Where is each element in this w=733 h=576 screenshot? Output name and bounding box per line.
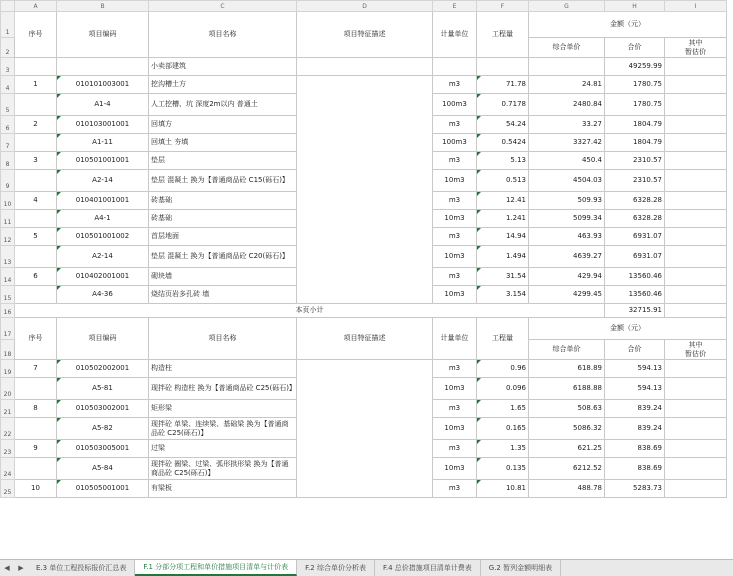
cell-unit-price[interactable]: 4299.45 [529,286,605,304]
cell-seq[interactable]: 3 [15,152,57,170]
header-code[interactable]: 项目编码 [57,318,149,360]
cell-total[interactable]: 13560.46 [605,286,665,304]
cell-unit[interactable]: 10m3 [433,418,477,440]
cell-name[interactable]: 回填土 夯填 [149,134,297,152]
cell-seq[interactable]: 7 [15,360,57,378]
cell-feature[interactable] [297,58,433,76]
cell-qty[interactable]: 12.41 [477,192,529,210]
cell-code[interactable]: A2-14 [57,246,149,268]
cell-name[interactable]: 人工挖槽、坑 深度2m以内 普通土 [149,94,297,116]
cell-unit[interactable]: 10m3 [433,458,477,480]
cell-unit[interactable]: m3 [433,360,477,378]
row-number[interactable]: 17 [1,318,15,340]
cell-unit[interactable]: 10m3 [433,210,477,228]
section-total[interactable]: 49259.99 [605,58,665,76]
tab-scroll-right-icon[interactable]: ▶ [18,564,24,572]
cell-unit[interactable] [433,58,477,76]
cell-unit-price[interactable]: 33.27 [529,116,605,134]
cell-name[interactable]: 垫层 [149,152,297,170]
cell-estimate[interactable] [665,76,727,94]
table-row [1,76,727,94]
row-number[interactable]: 6 [1,116,15,134]
cell-total[interactable]: 6328.28 [605,210,665,228]
cell-seq[interactable]: 10 [15,480,57,498]
cell-unit[interactable]: m3 [433,192,477,210]
cell-seq[interactable] [15,170,57,192]
cell-qty[interactable]: 0.7178 [477,94,529,116]
cell-code[interactable]: 010503002001 [57,400,149,418]
cell-name[interactable]: 挖沟槽土方 [149,76,297,94]
cell-qty[interactable]: 1.494 [477,246,529,268]
cell-name[interactable]: 砌块墙 [149,268,297,286]
cell-qty[interactable]: 1.35 [477,440,529,458]
row-number[interactable]: 14 [1,268,15,286]
cell-unit[interactable]: m3 [433,228,477,246]
cell-total[interactable]: 6328.28 [605,192,665,210]
cell-total[interactable]: 594.13 [605,378,665,400]
cell-estimate[interactable] [665,458,727,480]
cell-unit-price[interactable]: 2480.84 [529,94,605,116]
header-feature[interactable]: 项目特征描述 [297,318,433,360]
cell-seq[interactable]: 6 [15,268,57,286]
cell-unit[interactable]: 100m3 [433,94,477,116]
cell-seq[interactable] [15,418,57,440]
cell-name[interactable]: 现拌砼 构造柱 换为【普通商品砼 C25(砾石)】 [149,378,297,400]
sheet-tab-4[interactable]: F.4 总价措施项目清单计费表 [375,560,481,576]
cell-unit[interactable]: m3 [433,268,477,286]
cell-estimate[interactable] [665,170,727,192]
cell-unit-price[interactable]: 6188.88 [529,378,605,400]
cell-unit-price[interactable]: 6212.52 [529,458,605,480]
cell-name[interactable]: 垫层 混凝土 换为【普通商品砼 C15(砾石)】 [149,170,297,192]
cell-unit-price[interactable]: 24.81 [529,76,605,94]
cell-estimate[interactable] [665,304,727,318]
column-header[interactable]: A [15,1,57,12]
column-header[interactable]: I [665,1,727,12]
cell-total[interactable]: 1780.75 [605,76,665,94]
row-number[interactable]: 5 [1,94,15,116]
row-number[interactable]: 24 [1,458,15,480]
cell-code[interactable] [57,58,149,76]
cell-name[interactable]: 现拌砼 单梁、连续梁、基础梁 换为【普通商品砼 C25(砾石)】 [149,418,297,440]
cell-unit[interactable]: m3 [433,400,477,418]
header-amount-group[interactable]: 金额（元） [529,318,727,340]
cell-unit-price[interactable]: 4504.03 [529,170,605,192]
cell-qty[interactable] [477,58,529,76]
column-header[interactable]: E [433,1,477,12]
cell-unit[interactable]: 10m3 [433,378,477,400]
cell-total[interactable]: 6931.07 [605,246,665,268]
row-number[interactable]: 21 [1,400,15,418]
cell-qty[interactable]: 5.13 [477,152,529,170]
cell-estimate[interactable] [665,480,727,498]
cell-total[interactable]: 2310.57 [605,152,665,170]
feature-merged-cell-2[interactable] [297,360,433,498]
cell-estimate[interactable] [665,246,727,268]
cell-total[interactable]: 839.24 [605,418,665,440]
cell-name[interactable]: 砖基础 [149,192,297,210]
cell-code[interactable]: 010101003001 [57,76,149,94]
cell-qty[interactable]: 0.5424 [477,134,529,152]
cell-estimate[interactable] [665,440,727,458]
header-name[interactable]: 项目名称 [149,12,297,58]
header-qty[interactable]: 工程量 [477,12,529,58]
cell-seq[interactable] [15,94,57,116]
cell-code[interactable]: A4-1 [57,210,149,228]
header-estimate[interactable]: 其中 暂估价 [665,38,727,58]
row-number[interactable]: 15 [1,286,15,304]
cell-seq[interactable] [15,378,57,400]
header-total[interactable]: 合价 [605,340,665,360]
cell-unit-price[interactable]: 618.89 [529,360,605,378]
cell-unit[interactable]: m3 [433,152,477,170]
cell-name[interactable]: 首层地面 [149,228,297,246]
cell-code[interactable]: 010501001001 [57,152,149,170]
header-seq[interactable]: 序号 [15,318,57,360]
row-number[interactable]: 1 [1,12,15,38]
cell-estimate[interactable] [665,360,727,378]
cell-unit[interactable]: m3 [433,76,477,94]
cell-unit-price[interactable]: 508.63 [529,400,605,418]
cell-unit-price[interactable]: 509.93 [529,192,605,210]
cell-qty[interactable]: 71.78 [477,76,529,94]
cell-estimate[interactable] [665,58,727,76]
cell-code[interactable]: A1-11 [57,134,149,152]
cell-code[interactable]: A1-4 [57,94,149,116]
column-header[interactable]: G [529,1,605,12]
tab-scroll-left-icon[interactable]: ◀ [4,564,10,572]
sheet-tab-1[interactable]: E.3 单位工程投标报价汇总表 [28,560,135,576]
subtotal-total[interactable]: 32715.91 [605,304,665,318]
subtotal-label[interactable]: 本页小计 [15,304,605,318]
select-all-corner[interactable] [1,1,15,12]
header-feature[interactable]: 项目特征描述 [297,12,433,58]
column-header[interactable]: H [605,1,665,12]
cell-seq[interactable]: 8 [15,400,57,418]
row-number[interactable]: 9 [1,170,15,192]
column-header[interactable]: B [57,1,149,12]
header-seq[interactable]: 序号 [15,12,57,58]
cell-unit-price[interactable]: 4639.27 [529,246,605,268]
cell-estimate[interactable] [665,152,727,170]
cell-qty[interactable]: 3.154 [477,286,529,304]
row-number[interactable]: 3 [1,58,15,76]
cell-name[interactable]: 现拌砼 圈梁、过梁、弧形拱形梁 换为【普通商品砼 C25(砾石)】 [149,458,297,480]
cell-name[interactable]: 有梁板 [149,480,297,498]
header-unit[interactable]: 计量单位 [433,318,477,360]
cell-seq[interactable]: 4 [15,192,57,210]
cell-seq[interactable]: 9 [15,440,57,458]
cell-unit-price[interactable]: 5099.34 [529,210,605,228]
header-total[interactable]: 合价 [605,38,665,58]
cell-seq[interactable] [15,458,57,480]
cell-total[interactable]: 1780.75 [605,94,665,116]
cell-seq[interactable]: 2 [15,116,57,134]
cell-estimate[interactable] [665,192,727,210]
header-unit-price[interactable]: 综合单价 [529,340,605,360]
cell-code[interactable]: 010401001001 [57,192,149,210]
cell-total[interactable]: 1804.79 [605,134,665,152]
column-header[interactable]: C [149,1,297,12]
cell-name[interactable]: 构造柱 [149,360,297,378]
column-header[interactable]: D [297,1,433,12]
cell-total[interactable]: 2310.57 [605,170,665,192]
cell-qty[interactable]: 10.81 [477,480,529,498]
cell-unit-price[interactable] [529,58,605,76]
row-number[interactable]: 7 [1,134,15,152]
cell-qty[interactable]: 1.65 [477,400,529,418]
row-number[interactable]: 18 [1,340,15,360]
cell-code[interactable]: 010103001001 [57,116,149,134]
cell-total[interactable]: 839.24 [605,400,665,418]
cell-estimate[interactable] [665,116,727,134]
row-number[interactable]: 4 [1,76,15,94]
header-unit[interactable]: 计量单位 [433,12,477,58]
cell-unit[interactable]: 100m3 [433,134,477,152]
cell-qty[interactable]: 0.165 [477,418,529,440]
cell-qty[interactable]: 0.513 [477,170,529,192]
header-name[interactable]: 项目名称 [149,318,297,360]
header-code[interactable]: 项目编码 [57,12,149,58]
cell-code[interactable]: 010502002001 [57,360,149,378]
cell-qty[interactable]: 0.096 [477,378,529,400]
sheet-tab-3[interactable]: F.2 综合单价分析表 [297,560,375,576]
row-number[interactable]: 8 [1,152,15,170]
cell-unit[interactable]: m3 [433,480,477,498]
cell-estimate[interactable] [665,210,727,228]
column-header[interactable]: F [477,1,529,12]
cell-unit-price[interactable]: 5086.32 [529,418,605,440]
cell-unit[interactable]: 10m3 [433,286,477,304]
cell-code[interactable]: 010501001002 [57,228,149,246]
row-number[interactable]: 12 [1,228,15,246]
cell-code[interactable]: 010402001001 [57,268,149,286]
header-qty[interactable]: 工程量 [477,318,529,360]
cell-code[interactable]: A2-14 [57,170,149,192]
table-row [1,360,727,378]
cell-qty[interactable]: 31.54 [477,268,529,286]
cell-name[interactable]: 矩形梁 [149,400,297,418]
row-number[interactable]: 20 [1,378,15,400]
cell-code[interactable]: A5-81 [57,378,149,400]
cell-unit-price[interactable]: 450.4 [529,152,605,170]
cell-total[interactable]: 594.13 [605,360,665,378]
feature-merged-cell-1[interactable] [297,76,433,304]
cell-unit-price[interactable]: 463.93 [529,228,605,246]
header-estimate[interactable]: 其中 暂估价 [665,340,727,360]
cell-seq[interactable]: 1 [15,76,57,94]
cell-total[interactable]: 838.69 [605,458,665,480]
row-number[interactable]: 10 [1,192,15,210]
header-amount-group[interactable]: 金额（元） [529,12,727,38]
cell-unit[interactable]: m3 [433,116,477,134]
cell-name[interactable]: 砖基础 [149,210,297,228]
cell-seq[interactable] [15,286,57,304]
cell-estimate[interactable] [665,268,727,286]
cell-estimate[interactable] [665,400,727,418]
cell-qty[interactable]: 0.135 [477,458,529,480]
cell-code[interactable]: 010505001001 [57,480,149,498]
row-number[interactable]: 11 [1,210,15,228]
cell-qty[interactable]: 1.241 [477,210,529,228]
cell-total[interactable]: 6931.07 [605,228,665,246]
cell-seq[interactable] [15,134,57,152]
sheet-tab-bar [0,559,733,576]
cell-unit-price[interactable]: 488.78 [529,480,605,498]
sheet-tab-5[interactable]: G.2 暂列金额明细表 [481,560,561,576]
cell-total[interactable]: 5283.73 [605,480,665,498]
cell-name[interactable]: 过梁 [149,440,297,458]
cell-code[interactable]: A5-84 [57,458,149,480]
cell-code[interactable]: 010503005001 [57,440,149,458]
cell-code[interactable]: A5-82 [57,418,149,440]
cell-total[interactable]: 13560.46 [605,268,665,286]
cell-seq[interactable] [15,58,57,76]
row-number[interactable]: 2 [1,38,15,58]
cell-unit-price[interactable]: 3327.42 [529,134,605,152]
cell-name[interactable]: 垫层 混凝土 换为【普通商品砼 C20(砾石)】 [149,246,297,268]
sheet-tab-2[interactable]: F.1 分部分项工程和单价措施项目清单与计价表 [135,560,297,576]
row-number[interactable]: 25 [1,480,15,498]
cell-unit[interactable]: 10m3 [433,170,477,192]
cell-code[interactable]: A4-36 [57,286,149,304]
cell-unit[interactable]: 10m3 [433,246,477,268]
cell-estimate[interactable] [665,94,727,116]
cell-qty[interactable]: 14.94 [477,228,529,246]
header-unit-price[interactable]: 综合单价 [529,38,605,58]
cell-estimate[interactable] [665,378,727,400]
cell-qty[interactable]: 54.24 [477,116,529,134]
row-number[interactable]: 16 [1,304,15,318]
section-title[interactable]: 小卖部建筑 [149,58,297,76]
cell-seq[interactable] [15,210,57,228]
cell-qty[interactable]: 0.96 [477,360,529,378]
cell-seq[interactable]: 5 [15,228,57,246]
cell-total[interactable]: 838.69 [605,440,665,458]
row-number[interactable]: 19 [1,360,15,378]
cell-estimate[interactable] [665,134,727,152]
cell-estimate[interactable] [665,286,727,304]
cell-total[interactable]: 1804.79 [605,116,665,134]
row-number[interactable]: 23 [1,440,15,458]
row-number[interactable]: 13 [1,246,15,268]
cell-seq[interactable] [15,246,57,268]
cell-unit-price[interactable]: 429.94 [529,268,605,286]
row-number[interactable]: 22 [1,418,15,440]
cell-name[interactable]: 烧结页岩多孔砖 墙 [149,286,297,304]
cell-estimate[interactable] [665,418,727,440]
cell-unit-price[interactable]: 621.25 [529,440,605,458]
cell-estimate[interactable] [665,228,727,246]
cell-name[interactable]: 回填方 [149,116,297,134]
cell-unit[interactable]: m3 [433,440,477,458]
